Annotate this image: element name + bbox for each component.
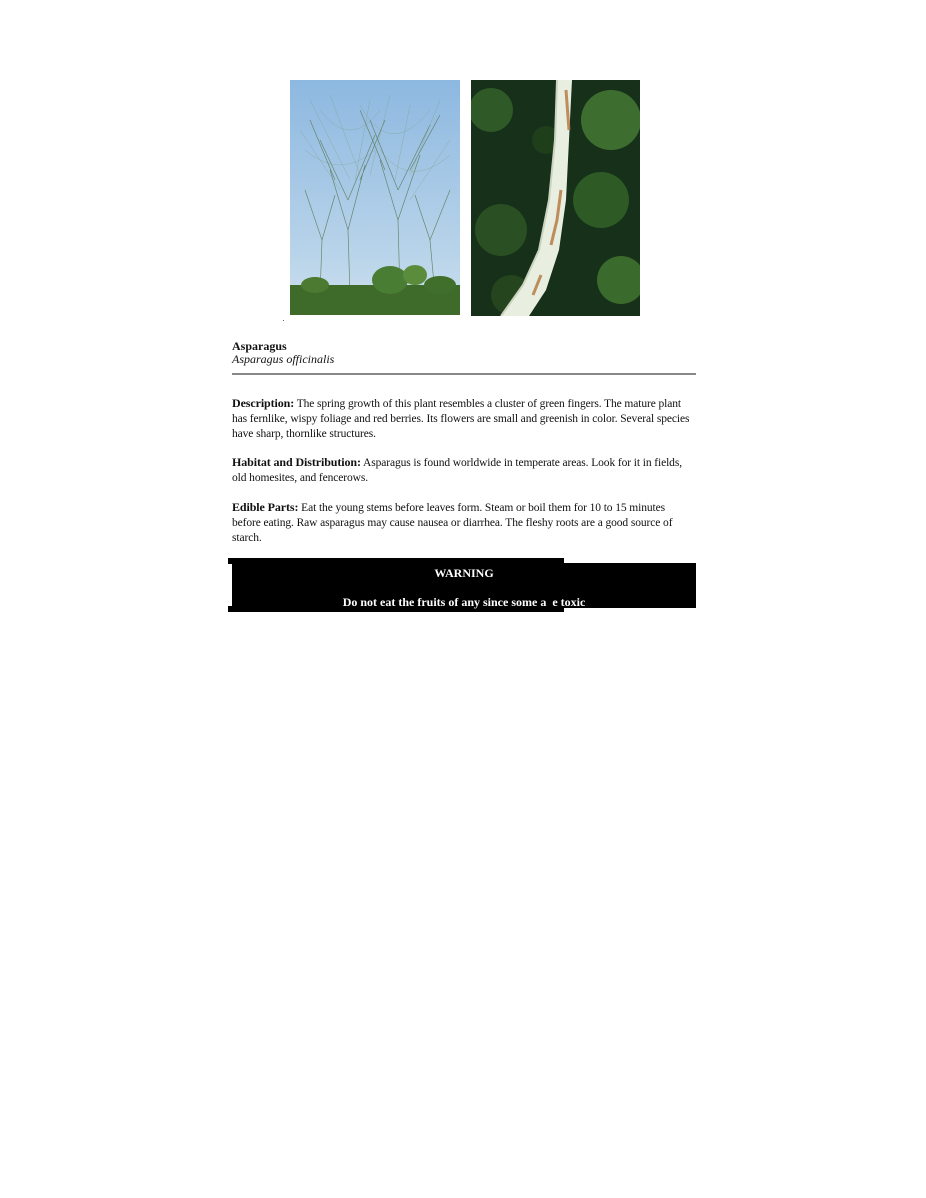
edible-label: Edible Parts: — [232, 500, 299, 514]
habitat-label: Habitat and Distribution: — [232, 455, 361, 469]
speck — [283, 320, 284, 321]
warning-title: WARNING — [434, 566, 494, 580]
description-label: Description: — [232, 396, 295, 410]
plant-common-name: Asparagus — [232, 339, 287, 353]
plant-scientific-name: Asparagus officinalis — [232, 352, 335, 366]
warning-text: Do not eat the fruits of any since some a e toxic — [342, 595, 586, 609]
habitat-text: Asparagus is found worldwide in temperate areas. Look for it in fields, old homesites, and fencerows. — [232, 457, 682, 484]
habitat-paragraph — [232, 455, 696, 486]
edible-paragraph — [232, 500, 696, 546]
description-paragraph — [232, 396, 696, 442]
mature-plant-photo — [290, 80, 460, 315]
description-text: The spring growth of this plant resembles a cluster of green fingers. The mature plant has fernlike, wispy foliage and red berries. Its flowers are small and greenish in color. Several species have sharp, thornlike structures. — [232, 398, 690, 440]
asparagus-stem-photo — [471, 80, 640, 316]
edible-text: Eat the young stems before leaves form. Steam or boil them for 10 to 15 minutes before eating. Raw asparagus may cause nausea or diarrhea. The fleshy roots are a good source of starch. — [232, 502, 673, 544]
section-divider — [232, 373, 696, 375]
